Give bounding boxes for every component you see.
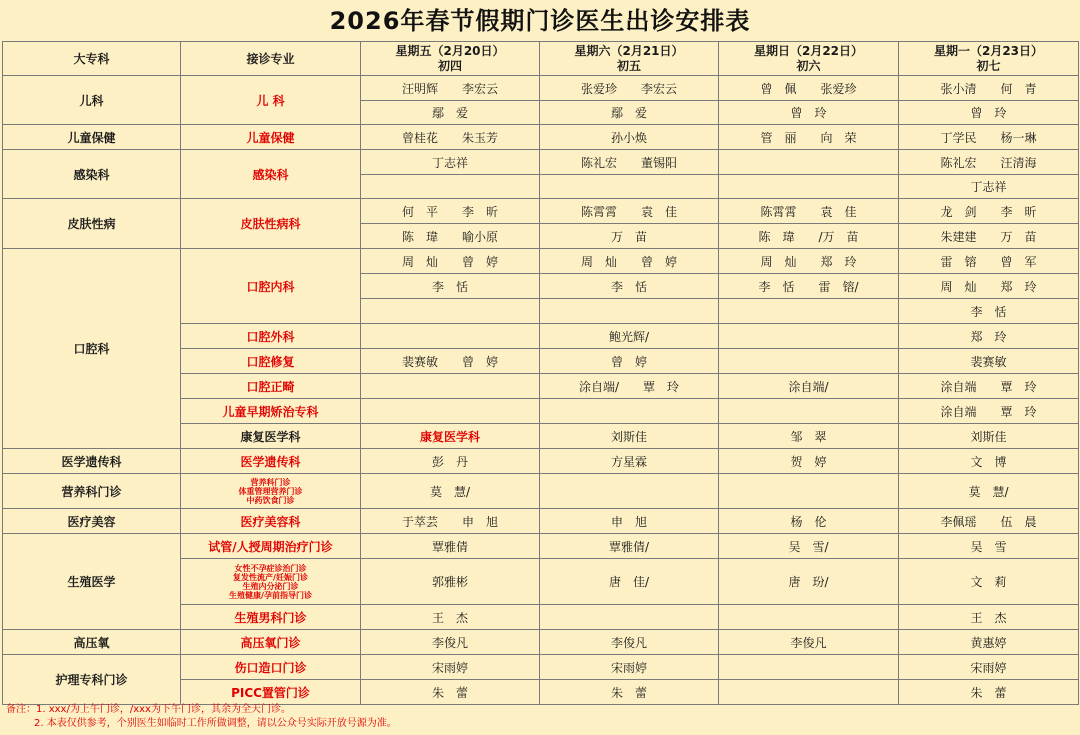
header-dept: 大专科 — [3, 42, 181, 76]
schedule-cell: 李 恬 — [361, 274, 540, 299]
spec-repro-misc — [181, 559, 361, 605]
spec-hyperbaric: 高压氧门诊 — [181, 630, 361, 655]
schedule-cell: 莫 慧/ — [899, 474, 1079, 509]
schedule-cell — [719, 605, 899, 630]
schedule-cell: 贺 婷 — [719, 449, 899, 474]
schedule-cell — [719, 150, 899, 175]
footnotes — [6, 703, 1076, 731]
dept-rehab: 康复医学科 — [181, 424, 361, 449]
table-row — [3, 199, 1079, 224]
dept-child-health: 儿童保健 — [3, 125, 181, 150]
footnote-1: 备注：1. xxx/为上午门诊，/xxx为下午门诊，其余为全天门诊。 — [6, 704, 291, 715]
dept-genetics: 医学遗传科 — [3, 449, 181, 474]
spec-genetics: 医学遗传科 — [181, 449, 361, 474]
schedule-cell — [719, 399, 899, 424]
schedule-cell: 曾 玲 — [899, 101, 1079, 125]
schedule-cell: 刘斯佳 — [899, 424, 1079, 449]
schedule-cell: 朱 蕾 — [899, 680, 1079, 705]
schedule-cell: 龙 剑 李 昕 — [899, 199, 1079, 224]
schedule-cell — [540, 299, 719, 324]
schedule-cell: 孙小焕 — [540, 125, 719, 150]
schedule-cell: 周 灿 郑 玲 — [719, 249, 899, 274]
schedule-cell — [361, 299, 540, 324]
spec-oral-repair: 口腔修复 — [181, 349, 361, 374]
schedule-cell: 管 丽 向 荣 — [719, 125, 899, 150]
day-lunar: 初五 — [616, 58, 641, 73]
schedule-cell: 陈 瑋 /万 苗 — [719, 224, 899, 249]
schedule-cell: 周 灿 郑 玲 — [899, 274, 1079, 299]
schedule-cell: 覃雅倩 — [361, 534, 540, 559]
header-row — [3, 42, 1079, 76]
spec-repro-line: 生殖内分泌门诊 — [242, 581, 299, 591]
schedule-cell: 覃雅倩/ — [540, 534, 719, 559]
table-row — [3, 449, 1079, 474]
schedule-cell: 文 莉 — [899, 559, 1079, 605]
schedule-cell — [719, 349, 899, 374]
header-specialty: 接诊专业 — [181, 42, 361, 76]
schedule-cell: 朱建建 万 苗 — [899, 224, 1079, 249]
dept-nutrition: 营养科门诊 — [3, 474, 181, 509]
spec-nutrition-line: 营养科门诊 — [250, 477, 291, 487]
schedule-cell — [361, 324, 540, 349]
spec-male: 生殖男科门诊 — [181, 605, 361, 630]
schedule-cell: 雷 镕 曾 军 — [899, 249, 1079, 274]
schedule-cell: 莫 慧/ — [361, 474, 540, 509]
schedule-cell: 王 杰 — [899, 605, 1079, 630]
schedule-cell: 吴 雪 — [899, 534, 1079, 559]
spec-picc: PICC置管门诊 — [181, 680, 361, 705]
dept-reproductive: 生殖医学 — [3, 534, 181, 630]
schedule-cell: 丁学民 杨一琳 — [899, 125, 1079, 150]
schedule-cell: 陈霄霄 袁 佳 — [540, 199, 719, 224]
schedule-cell: 文 博 — [899, 449, 1079, 474]
schedule-cell: 黄惠婷 — [899, 630, 1079, 655]
schedule-cell: 汪明辉 李宏云 — [361, 76, 540, 101]
dept-derm: 皮肤性病 — [3, 199, 181, 249]
schedule-cell: 何 平 李 昕 — [361, 199, 540, 224]
schedule-cell — [719, 324, 899, 349]
dept-cosmetic: 医疗美容 — [3, 509, 181, 534]
schedule-cell: 涂自端 覃 玲 — [899, 399, 1079, 424]
header-day-mon — [899, 42, 1079, 76]
spec-orthodontics: 口腔正畸 — [181, 374, 361, 399]
table-row — [3, 474, 1079, 509]
schedule-cell: 曾 婷 — [540, 349, 719, 374]
dept-nursing: 护理专科门诊 — [3, 655, 181, 705]
schedule-cell — [361, 399, 540, 424]
dept-pediatrics: 儿科 — [3, 76, 181, 125]
day-lunar: 初四 — [437, 58, 462, 73]
schedule-cell: 刘斯佳 — [540, 424, 719, 449]
schedule-cell — [719, 474, 899, 509]
day-lunar: 初七 — [976, 58, 1001, 73]
header-day-sat — [540, 42, 719, 76]
spec-rehab: 康复医学科 — [361, 424, 540, 449]
schedule-cell: 张小清 何 青 — [899, 76, 1079, 101]
dept-infection: 感染科 — [3, 150, 181, 199]
schedule-cell: 朱 蕾 — [540, 680, 719, 705]
schedule-cell: 邹 翠 — [719, 424, 899, 449]
day-date: 星期一（2月23日） — [933, 43, 1044, 58]
schedule-cell: 陈礼宏 汪清海 — [899, 150, 1079, 175]
schedule-cell: 周 灿 曾 婷 — [540, 249, 719, 274]
schedule-cell: 裴赛敏 曾 婷 — [361, 349, 540, 374]
schedule-cell: 鄢 爱 — [540, 101, 719, 125]
schedule-cell: 李佩瑶 伍 晨 — [899, 509, 1079, 534]
table-row — [3, 76, 1079, 101]
schedule-cell: 涂自端 覃 玲 — [899, 374, 1079, 399]
page-title: 2026年春节假期门诊医生出诊安排表 — [329, 7, 751, 35]
schedule-cell: 陈霄霄 袁 佳 — [719, 199, 899, 224]
spec-infection: 感染科 — [181, 150, 361, 199]
schedule-cell: 申 旭 — [540, 509, 719, 534]
spec-oral-internal: 口腔内科 — [181, 249, 361, 324]
table-row — [3, 249, 1079, 274]
schedule-cell: 万 苗 — [540, 224, 719, 249]
schedule-cell: 曾 佩 张爱珍 — [719, 76, 899, 101]
schedule-cell — [540, 605, 719, 630]
schedule-cell: 李俊凡 — [719, 630, 899, 655]
spec-wound: 伤口造口门诊 — [181, 655, 361, 680]
schedule-cell: 杨 伦 — [719, 509, 899, 534]
spec-repro-line: 生殖健康/孕前指导门诊 — [229, 590, 312, 600]
day-date: 星期五（2月20日） — [395, 43, 505, 58]
table-row — [3, 630, 1079, 655]
table-row — [3, 655, 1079, 680]
schedule-table — [2, 41, 1079, 705]
schedule-cell: 方星霖 — [540, 449, 719, 474]
spec-nutrition — [181, 474, 361, 509]
schedule-cell — [719, 175, 899, 199]
schedule-cell: 李俊凡 — [361, 630, 540, 655]
schedule-cell: 曾 玲 — [719, 101, 899, 125]
spec-child-health: 儿童保健 — [181, 125, 361, 150]
footnote-2: 2. 本表仅供参考，个别医生如临时工作所做调整，请以公众号实际开放号源为准。 — [34, 718, 397, 729]
schedule-cell: 陈礼宏 董锡阳 — [540, 150, 719, 175]
schedule-cell: 唐 佳/ — [540, 559, 719, 605]
schedule-cell — [540, 474, 719, 509]
schedule-cell — [361, 374, 540, 399]
table-row — [3, 534, 1079, 559]
day-date: 星期日（2月22日） — [753, 43, 864, 58]
schedule-cell: 郭雅彬 — [361, 559, 540, 605]
schedule-cell: 陈 瑋 喻小原 — [361, 224, 540, 249]
dept-hyperbaric: 高压氧 — [3, 630, 181, 655]
schedule-cell — [540, 399, 719, 424]
schedule-cell: 曾桂花 朱玉芳 — [361, 125, 540, 150]
spec-oral-surgery: 口腔外科 — [181, 324, 361, 349]
schedule-cell: 鲍光辉/ — [540, 324, 719, 349]
table-row — [3, 150, 1079, 175]
spec-cosmetic: 医疗美容科 — [181, 509, 361, 534]
schedule-cell — [719, 655, 899, 680]
day-date: 星期六（2月21日） — [574, 43, 684, 58]
schedule-cell: 宋雨婷 — [899, 655, 1079, 680]
schedule-cell — [540, 175, 719, 199]
schedule-cell: 于萃芸 申 旭 — [361, 509, 540, 534]
schedule-cell: 李俊凡 — [540, 630, 719, 655]
spec-pediatrics: 儿 科 — [181, 76, 361, 125]
schedule-cell: 郑 玲 — [899, 324, 1079, 349]
schedule-cell: 涂自端/ 覃 玲 — [540, 374, 719, 399]
spec-repro-line: 复发性流产/妊娠门诊 — [233, 572, 308, 582]
spec-repro-line: 女性不孕症诊治门诊 — [234, 563, 307, 573]
spec-ivf: 试管/人授周期治疗门诊 — [181, 534, 361, 559]
table-row — [3, 509, 1079, 534]
schedule-cell: 李 恬 雷 镕/ — [719, 274, 899, 299]
schedule-cell: 周 灿 曾 婷 — [361, 249, 540, 274]
schedule-cell — [719, 299, 899, 324]
schedule-cell: 丁志祥 — [361, 150, 540, 175]
schedule-cell: 张爱珍 李宏云 — [540, 76, 719, 101]
schedule-cell: 裴赛敏 — [899, 349, 1079, 374]
schedule-cell: 鄢 爱 — [361, 101, 540, 125]
schedule-cell: 宋雨婷 — [540, 655, 719, 680]
schedule-cell: 吴 雪/ — [719, 534, 899, 559]
schedule-cell: 彭 丹 — [361, 449, 540, 474]
spec-derm: 皮肤性病科 — [181, 199, 361, 249]
spec-early-ortho: 儿童早期矫治专科 — [181, 399, 361, 424]
schedule-cell — [719, 680, 899, 705]
spec-nutrition-line: 体重管理营养门诊 — [238, 486, 303, 496]
schedule-cell — [361, 175, 540, 199]
schedule-cell: 李 恬 — [899, 299, 1079, 324]
schedule-cell: 丁志祥 — [899, 175, 1079, 199]
schedule-cell: 涂自端/ — [719, 374, 899, 399]
header-day-sun — [719, 42, 899, 76]
table-row — [3, 125, 1079, 150]
schedule-cell: 李 恬 — [540, 274, 719, 299]
schedule-cell: 朱 蕾 — [361, 680, 540, 705]
header-day-fri — [361, 42, 540, 76]
schedule-cell: 唐 玢/ — [719, 559, 899, 605]
schedule-cell: 宋雨婷 — [361, 655, 540, 680]
day-lunar: 初六 — [796, 58, 821, 73]
schedule-cell: 王 杰 — [361, 605, 540, 630]
spec-nutrition-line: 中药饮食门诊 — [246, 495, 295, 505]
dept-stomatology: 口腔科 — [3, 249, 181, 449]
